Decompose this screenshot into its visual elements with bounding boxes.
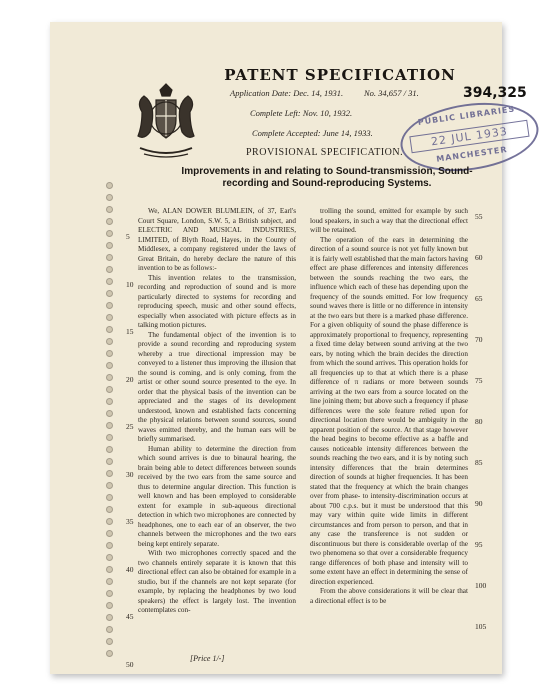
binding-hole: [106, 410, 113, 417]
patent-number: 394,325: [463, 85, 527, 101]
binding-hole: [106, 422, 113, 429]
line-number: 95: [475, 540, 483, 549]
binding-hole: [106, 458, 113, 465]
line-number: 25: [126, 422, 134, 431]
paragraph: The fundamental object of the invention is to provide a sound recording and reproducing system whereby a true directional impression may be conveyed to a listener thus improving the illusion that the sound is coming, and is only coming, from the artist or other sound source presented to the eye. In order that the physical basis of the invention can be appreciated and the stages of its development understood, known and established facts concerning the physical relations between sound sources, sound waves emitted thereby, and the human ears will be briefly summarised.: [138, 330, 296, 443]
line-number: 65: [475, 294, 483, 303]
line-number: 105: [475, 622, 487, 631]
stamp-top-text: PUBLIC LIBRARIES: [417, 104, 516, 127]
binding-hole: [106, 554, 113, 561]
binding-hole: [106, 446, 113, 453]
binding-hole: [106, 194, 113, 201]
binding-hole: [106, 218, 113, 225]
patent-page: [50, 22, 527, 674]
line-number: 90: [475, 499, 483, 508]
binding-hole: [106, 290, 113, 297]
binding-hole: [106, 542, 113, 549]
right-text-column: [310, 207, 468, 647]
price: [Price 1/-]: [190, 654, 225, 663]
binding-hole: [106, 626, 113, 633]
line-number: 75: [475, 376, 483, 385]
line-number: 85: [475, 458, 483, 467]
binding-hole: [106, 518, 113, 525]
application-number: No. 34,657 / 31.: [364, 88, 419, 98]
paragraph: The operation of the ears in determining the direction of a sound source is not yet fully known but it is fairly well established that the main factors having effect are phase differences and intensity differences between the sounds reaching the two ears, the influence which each of these has depending upon the frequency of the sounds emitted. For low frequency sound waves there is little or no difference in intensity at the two ears but there is a marked phase difference. For a given obliquity of sound the phase difference is approximately proportional to frequency, representing a fixed time delay between sound arriving at the two ears, by noting which the brain decides the direction from which the sound arrives. This operation holds for all frequencies up to that at which there is a phase difference of π radians or more between sounds arriving at the two ears from a source located on the line joining them; but above such a frequency if phase differences were the sole feature relied upon for directional location there would be ambiguity in the apparent position of the source. At that stage however the head begins to become effective as a baffle and causes noticeable intensity differences between the sounds reaching the two ears, and it is by noting such intensity differences that the brain determines direction of sounds at higher frequencies. It has been stated that the frequency at which the brain changes over from phase- to intensity-discrimination occurs at about 700 c.p.s. but it must be understood that this may vary within quite wide limits in different circumstances and from person to person, and that in any case the transference is not sudden or discontinuous but there is considerable overlap of the two phenomena so that over a considerable frequency range differences of both phase and intensity will to some extent have an effect in determining the sense of direction experienced.: [310, 235, 468, 586]
document-title: PATENT SPECIFICATION: [224, 66, 456, 84]
paragraph: With two microphones correctly spaced and the two channels entirely separate it is known that this directional effect can also be obtained for example in a studio, but if the channels are not kept separate (for example, by replacing the headphones by two loud speakers) the effect is largely lost. The invention contemplates con-: [138, 549, 296, 614]
paragraph: This invention relates to the transmission, recording and reproduction of sound and is more particularly directed to systems for recording and reproducing speech, music and other sound effects, especially when associated with picture effects as in talking motion pictures.: [138, 273, 296, 329]
binding-hole: [106, 338, 113, 345]
binding-hole: [106, 470, 113, 477]
paragraph: Human ability to determine the direction from which sound arrives is due to binaural hearing, the brain being able to detect differences between sounds received by the two ears from the same source and thus to determine angular direction. This function is well known and has been employed to considerable extent for example in sub-aqueous directional detection in which two microphones are connected by headphones, one to each ear of an observer, the two channels between the microphones and the two ears being kept entirely separate.: [138, 444, 296, 548]
binding-hole: [106, 266, 113, 273]
royal-coat-of-arms-icon: [130, 82, 202, 164]
line-number: 30: [126, 469, 134, 479]
line-number: 80: [475, 417, 483, 426]
binding-hole: [106, 374, 113, 381]
line-number: 100: [475, 581, 487, 590]
binding-hole: [106, 398, 113, 405]
binding-hole: [106, 434, 113, 441]
binding-hole: [106, 506, 113, 513]
line-number: 40: [126, 564, 134, 574]
line-number: 10: [126, 279, 134, 289]
line-number: 35: [126, 517, 134, 526]
binding-hole: [106, 602, 113, 609]
binding-hole: [106, 278, 113, 285]
left-text-column: [138, 207, 296, 647]
binding-hole: [106, 314, 113, 321]
stamp-bottom-text: MANCHESTER: [435, 144, 509, 164]
paragraph: We, ALAN DOWER BLUMLEIN, of 37, Earl's Court Square, London, S.W. 5, a British subject, and ELECTRIC AND MUSICAL INDUSTRIES, LIMITED, of Blyth Road, Hayes, in the County of Middlesex, a company registered under the laws of Great Britain, do hereby declare the nature of this invention to be as follows:-: [138, 207, 296, 272]
stamp-date: 22 JUL 1933: [409, 120, 529, 153]
binding-hole: [106, 614, 113, 621]
binding-hole: [106, 494, 113, 501]
application-date: Application Date: Dec. 14, 1931.: [230, 88, 344, 98]
specification-type: PROVISIONAL SPECIFICATION.: [246, 147, 404, 158]
complete-left-date: Complete Left: Nov. 10, 1932.: [250, 108, 353, 118]
binding-hole: [106, 650, 113, 657]
binding-hole: [106, 206, 113, 213]
binding-hole: [106, 242, 113, 249]
binding-hole: [106, 350, 113, 357]
binding-hole: [106, 182, 113, 189]
invention-heading: Improvements in and relating to Sound-transmission, Sound-recording and Sound-reproducing Systems.: [181, 166, 473, 189]
binding-hole: [106, 386, 113, 393]
line-number: 60: [475, 253, 483, 262]
line-number: 45: [126, 612, 134, 621]
paragraph: trolling the sound, emitted for example by such loud speakers, in such a way that the directional effect will be retained.: [310, 207, 468, 234]
line-number: 15: [126, 327, 134, 336]
binding-hole: [106, 362, 113, 369]
line-number: 5: [126, 232, 130, 241]
complete-accepted-date: Complete Accepted: June 14, 1933.: [252, 128, 373, 138]
binding-hole: [106, 302, 113, 309]
binding-hole: [106, 482, 113, 489]
binding-hole: [106, 638, 113, 645]
paragraph: From the above considerations it will be clear that a directional effect is to be: [310, 587, 468, 605]
line-number: 55: [475, 212, 483, 221]
binding-hole: [106, 326, 113, 333]
line-number: 70: [475, 335, 483, 344]
binding-hole: [106, 530, 113, 537]
binding-hole: [106, 254, 113, 261]
binding-hole: [106, 230, 113, 237]
line-number: 20: [126, 374, 134, 384]
binding-hole: [106, 566, 113, 573]
line-number: 50: [126, 659, 134, 669]
binding-hole: [106, 590, 113, 597]
binding-hole: [106, 578, 113, 585]
binding-holes: [106, 182, 112, 652]
